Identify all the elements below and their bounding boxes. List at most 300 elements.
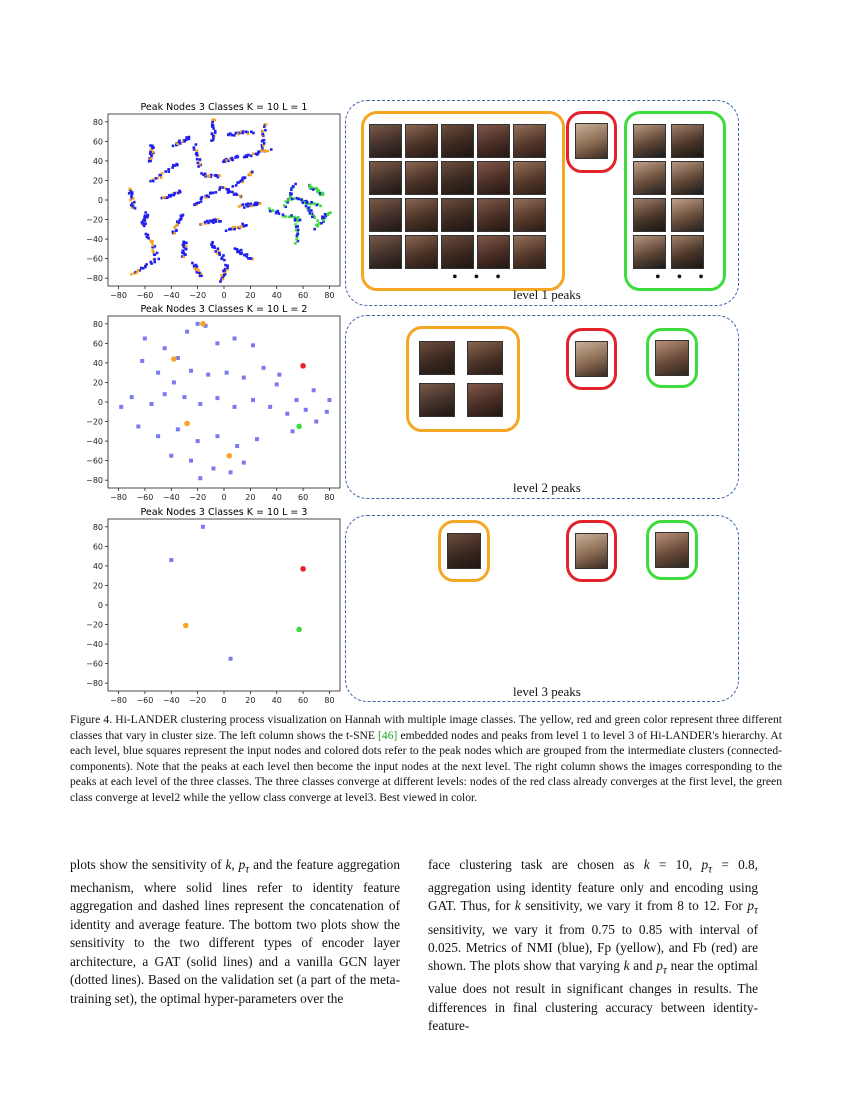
data-point	[178, 190, 181, 193]
input-node-square	[242, 376, 246, 380]
caption-text-1: Figure 4. Hi-LANDER clustering process visualization on Hannah with multiple image classes. The yellow, red and green color represent three different classes that vary in cluster size. The left column shows the t-SNE	[70, 713, 782, 742]
data-point	[196, 158, 199, 161]
input-node-square	[304, 408, 308, 412]
data-point	[199, 158, 202, 161]
data-point	[200, 223, 203, 226]
y-tick-label: 40	[92, 358, 103, 368]
x-tick-label: 0	[221, 291, 227, 300]
data-point	[204, 221, 207, 224]
data-point	[144, 211, 147, 214]
data-point	[185, 136, 188, 139]
face-thumbnail	[477, 235, 510, 269]
data-point	[207, 175, 210, 178]
input-node-square	[275, 382, 279, 386]
data-point	[319, 205, 322, 208]
data-point	[261, 130, 264, 133]
level3-peaks-panel	[345, 515, 739, 702]
face-thumbnail	[575, 123, 608, 159]
body-text: sensitivity, we vary it from 0.75 to 0.85 with interval of 0.025. Metrics of NMI (blue), Fp (yellow), and Fb (red) are shown. The plots show that varying	[428, 921, 758, 974]
y-tick-label: 40	[92, 561, 103, 571]
data-point	[149, 240, 152, 243]
panel-label: level 1 peaks	[513, 287, 581, 302]
data-point	[185, 245, 188, 248]
x-tick-label: 60	[297, 696, 309, 705]
yellow-peak-dot	[183, 623, 189, 629]
input-node-square	[285, 412, 289, 416]
data-point	[307, 207, 310, 210]
x-tick-label: 20	[245, 696, 256, 705]
red-cluster-group	[566, 328, 617, 390]
body-text: and the feature aggregation mechanism, where solid lines refer to identity feature aggregation and dashed lines represent the concatenation of identity and average feature. The bottom two plots show the sensitivity to the two different types of encoder layer architecture, a GAT (solid lines) and a vanilla GCN layer (dotted lines). Based on the validation set (a part of the meta-training set), the optimal hyper-parameters over the	[70, 857, 400, 1006]
scatter-plot-level2	[70, 302, 345, 502]
data-point	[241, 223, 244, 226]
face-thumbnail	[477, 198, 510, 232]
input-node-square	[211, 466, 215, 470]
face-thumbnail	[369, 124, 402, 158]
data-point	[211, 133, 214, 136]
input-node-square	[325, 410, 329, 414]
data-point	[231, 157, 234, 160]
input-node-square	[206, 373, 210, 377]
y-tick-label: 20	[92, 378, 103, 388]
input-node-square	[169, 454, 173, 458]
input-node-square	[163, 392, 167, 396]
data-point	[313, 228, 316, 231]
red-cluster-group	[566, 520, 617, 582]
data-point	[175, 163, 178, 166]
data-point	[171, 166, 174, 169]
face-thumbnail	[575, 341, 608, 377]
data-point	[235, 184, 238, 187]
input-node-square	[295, 398, 299, 402]
data-point	[148, 160, 151, 163]
face-thumbnail	[655, 532, 689, 568]
data-point	[155, 177, 158, 180]
body-text: and	[629, 958, 657, 974]
data-point	[173, 192, 176, 195]
y-tick-label: 60	[92, 542, 103, 552]
data-point	[180, 218, 183, 221]
x-tick-label: −40	[162, 696, 180, 705]
body-left-column	[70, 856, 400, 1008]
green-peak-dot	[296, 424, 302, 430]
math-k: k	[225, 857, 232, 872]
math-tau: τ	[662, 965, 667, 977]
data-point	[284, 215, 287, 218]
citation-link[interactable]: [46]	[378, 728, 398, 742]
data-point	[163, 196, 166, 199]
data-point	[287, 198, 290, 201]
yellow-peak-dot	[184, 421, 190, 427]
data-point	[191, 262, 194, 265]
data-point	[212, 221, 215, 224]
input-node-square	[150, 402, 154, 406]
face-thumbnail	[513, 198, 546, 232]
math-tau: τ	[245, 863, 250, 876]
data-point	[284, 200, 287, 203]
data-point	[297, 216, 300, 219]
data-point	[305, 205, 308, 208]
input-node-square	[235, 444, 239, 448]
data-point	[240, 249, 243, 252]
y-tick-label: −80	[86, 679, 103, 689]
math-p: p	[656, 958, 663, 974]
data-point	[209, 192, 212, 195]
plot-title: Peak Nodes 3 Classes K = 10 L = 1	[140, 102, 308, 113]
math-p: p	[747, 898, 755, 914]
data-point	[172, 164, 175, 167]
data-point	[290, 214, 293, 217]
data-point	[289, 192, 292, 195]
y-tick-label: 60	[92, 137, 103, 147]
x-tick-label: −60	[136, 493, 154, 502]
yellow-peak-dot	[171, 356, 177, 362]
data-point	[294, 223, 297, 226]
data-point	[261, 133, 264, 136]
data-point	[270, 148, 273, 151]
x-tick-label: 80	[324, 493, 335, 502]
y-tick-label: −20	[86, 620, 103, 630]
data-point	[232, 185, 235, 188]
green-cluster-group	[624, 111, 726, 291]
data-point	[214, 130, 217, 133]
data-point	[144, 222, 147, 225]
input-node-square	[136, 424, 140, 428]
y-tick-label: 0	[97, 196, 103, 205]
plot-axes-frame	[108, 519, 340, 691]
green-peak-dot	[296, 627, 302, 633]
face-thumbnail	[513, 235, 546, 269]
input-node-square	[196, 322, 200, 326]
data-point	[144, 219, 147, 222]
data-point	[309, 212, 312, 215]
data-point	[294, 183, 297, 186]
data-point	[188, 136, 191, 139]
y-tick-label: 40	[92, 156, 103, 166]
input-node-square	[268, 405, 272, 409]
data-point	[249, 174, 252, 177]
x-tick-label: −40	[162, 291, 180, 300]
face-thumbnail	[419, 341, 455, 375]
ellipsis-yellow: • • •	[452, 269, 507, 286]
face-thumbnail	[513, 161, 546, 195]
y-tick-label: 0	[97, 601, 103, 610]
data-point	[288, 216, 291, 219]
input-node-square	[185, 330, 189, 334]
data-point	[236, 193, 239, 196]
data-point	[311, 216, 314, 219]
data-point	[206, 194, 209, 197]
face-thumbnail	[671, 161, 704, 195]
data-point	[282, 213, 285, 216]
x-tick-label: 40	[271, 696, 282, 705]
data-point	[195, 143, 198, 146]
x-tick-label: 80	[324, 291, 335, 300]
data-point	[225, 229, 228, 232]
data-point	[222, 254, 225, 257]
scatter-plot-level1	[70, 100, 345, 300]
data-point	[310, 201, 313, 204]
data-point	[220, 274, 223, 277]
data-point	[185, 248, 188, 251]
data-point	[150, 262, 153, 265]
input-node-square	[229, 657, 233, 661]
data-point	[283, 204, 286, 207]
caption-text-2: embedded nodes and peaks from level 1 to level 3 of Hi-LANDER's hierarchy. At each level, blue squares represent the input nodes and colored dots refer to the peak nodes which are grouped from the intermediate clusters (connected-components). Note that the peaks at each level then become the input nodes at the next level. The right column shows the images corresponding to the peaks at each level of the three classes. The three classes converge at different levels: nodes of the red class already converges at the first level, the green class converge at level2 while the yellow class converge at level3. Best viewed in color.	[70, 728, 782, 804]
data-point	[269, 210, 272, 213]
face-thumbnail	[405, 198, 438, 232]
green-cluster-group	[646, 328, 698, 388]
y-tick-label: 80	[92, 319, 103, 329]
data-point	[292, 185, 295, 188]
data-point	[214, 218, 217, 221]
data-point	[130, 195, 133, 198]
data-point	[217, 247, 220, 250]
data-point	[219, 186, 222, 189]
face-thumbnail	[633, 198, 666, 232]
face-thumbnail	[441, 235, 474, 269]
y-tick-label: −60	[86, 659, 103, 669]
x-tick-label: −20	[189, 493, 207, 502]
face-thumbnail	[477, 124, 510, 158]
data-point	[170, 194, 173, 197]
data-point	[300, 199, 303, 202]
data-point	[218, 174, 221, 177]
data-point	[225, 188, 228, 191]
data-point	[197, 162, 200, 165]
scatter-svg-level2	[70, 302, 345, 507]
data-point	[239, 195, 242, 198]
input-node-square	[176, 427, 180, 431]
data-point	[142, 222, 145, 225]
y-tick-label: −60	[86, 456, 103, 466]
face-thumbnail	[419, 383, 455, 417]
x-tick-label: 60	[297, 493, 309, 502]
y-tick-label: 0	[97, 398, 103, 407]
data-point	[272, 209, 275, 212]
data-point	[197, 201, 200, 204]
scatter-plot-level3	[70, 505, 345, 705]
data-point	[211, 241, 214, 244]
face-thumbnail	[671, 124, 704, 158]
input-node-square	[215, 341, 219, 345]
figure-caption	[70, 712, 782, 806]
input-node-square	[119, 405, 123, 409]
input-node-square	[327, 398, 331, 402]
data-point	[242, 130, 245, 133]
x-tick-label: −80	[110, 493, 127, 502]
face-thumbnail	[441, 161, 474, 195]
input-node-square	[198, 402, 202, 406]
input-node-square	[291, 429, 295, 433]
data-point	[200, 172, 203, 175]
data-point	[161, 172, 164, 175]
input-node-square	[314, 420, 318, 424]
x-tick-label: −20	[189, 291, 207, 300]
input-node-square	[169, 558, 173, 562]
data-point	[153, 258, 156, 261]
data-point	[233, 193, 236, 196]
data-point	[153, 261, 156, 264]
data-point	[164, 170, 167, 173]
data-point	[212, 124, 215, 127]
data-point	[230, 134, 233, 137]
input-node-square	[229, 470, 233, 474]
face-thumbnail	[655, 340, 689, 376]
data-point	[166, 196, 169, 199]
data-point	[294, 219, 297, 222]
input-node-square	[156, 371, 160, 375]
data-point	[296, 232, 299, 235]
x-tick-label: 60	[297, 291, 309, 300]
y-tick-label: −80	[86, 274, 103, 284]
data-point	[196, 149, 199, 152]
input-node-square	[312, 388, 316, 392]
data-point	[275, 212, 278, 215]
x-tick-label: −60	[136, 291, 154, 300]
data-point	[310, 209, 313, 212]
data-point	[182, 214, 185, 217]
input-node-square	[215, 396, 219, 400]
data-point	[182, 241, 185, 244]
face-thumbnail	[405, 124, 438, 158]
data-point	[295, 226, 298, 229]
data-point	[150, 155, 153, 158]
data-point	[236, 155, 239, 158]
input-node-square	[189, 369, 193, 373]
data-point	[227, 191, 230, 194]
input-node-square	[196, 439, 200, 443]
data-point	[149, 151, 152, 154]
data-point	[214, 250, 217, 253]
data-point	[241, 203, 244, 206]
face-thumbnail	[441, 124, 474, 158]
x-tick-label: −60	[136, 696, 154, 705]
data-point	[267, 150, 270, 153]
y-tick-label: 60	[92, 339, 103, 349]
data-point	[256, 203, 259, 206]
y-tick-label: 20	[92, 581, 103, 591]
input-node-square	[201, 525, 205, 529]
data-point	[175, 229, 178, 232]
y-tick-label: −20	[86, 417, 103, 427]
level1-peaks-panel	[345, 100, 739, 306]
input-node-square	[140, 359, 144, 363]
y-tick-label: 80	[92, 522, 103, 532]
data-point	[301, 201, 304, 204]
body-text: ,	[231, 857, 239, 872]
data-point	[145, 263, 148, 266]
level2-peaks-panel	[345, 315, 739, 499]
input-node-square	[242, 461, 246, 465]
face-thumbnail	[633, 124, 666, 158]
y-tick-label: −20	[86, 215, 103, 225]
y-tick-label: −40	[86, 640, 103, 650]
data-point	[245, 224, 248, 227]
data-point	[316, 190, 319, 193]
y-tick-label: −80	[86, 476, 103, 486]
data-point	[167, 168, 170, 171]
data-point	[130, 273, 133, 276]
data-point	[156, 252, 159, 255]
math-tau: τ	[754, 905, 758, 918]
x-tick-label: −40	[162, 493, 180, 502]
data-point	[259, 202, 262, 205]
plot-title: Peak Nodes 3 Classes K = 10 L = 2	[140, 304, 308, 315]
data-point	[247, 202, 250, 205]
data-point	[243, 254, 246, 257]
x-tick-label: −80	[110, 696, 127, 705]
x-tick-label: −20	[189, 696, 207, 705]
data-point	[250, 202, 253, 205]
y-tick-label: 20	[92, 176, 103, 186]
yellow-cluster-group	[406, 326, 520, 432]
x-tick-label: 0	[221, 696, 227, 705]
data-point	[247, 154, 250, 157]
data-point	[195, 264, 198, 267]
data-point	[260, 150, 263, 153]
body-text: face clustering task are chosen as	[428, 857, 644, 872]
input-node-square	[215, 434, 219, 438]
y-tick-label: −60	[86, 254, 103, 264]
x-tick-label: 40	[271, 493, 282, 502]
data-point	[246, 253, 249, 256]
face-thumbnail	[633, 161, 666, 195]
data-point	[214, 174, 217, 177]
math-k: k	[623, 958, 630, 974]
math-p: p	[701, 857, 709, 872]
input-node-square	[255, 437, 259, 441]
face-thumbnail	[467, 383, 503, 417]
panel-label: level 2 peaks	[513, 480, 581, 495]
math-k: k	[514, 898, 521, 914]
data-point	[315, 223, 318, 226]
data-point	[263, 139, 266, 142]
x-tick-label: 0	[221, 493, 227, 502]
data-point	[251, 171, 254, 174]
data-point	[128, 188, 131, 191]
data-point	[309, 184, 312, 187]
data-point	[149, 157, 152, 160]
data-point	[178, 139, 181, 142]
red-peak-dot	[300, 363, 306, 369]
data-point	[252, 132, 255, 135]
x-tick-label: 20	[245, 493, 256, 502]
data-point	[193, 146, 196, 149]
data-point	[137, 269, 140, 272]
math-k: k	[643, 857, 650, 872]
math-tau: τ	[708, 863, 713, 876]
face-thumbnail	[447, 533, 481, 569]
data-point	[211, 118, 214, 121]
input-node-square	[163, 346, 167, 350]
data-point	[293, 216, 296, 219]
face-thumbnail	[477, 161, 510, 195]
input-node-square	[233, 336, 237, 340]
yellow-cluster-group	[438, 520, 490, 582]
input-node-square	[182, 395, 186, 399]
data-point	[295, 238, 298, 241]
data-point	[224, 264, 227, 267]
data-point	[265, 123, 268, 126]
green-cluster-group	[646, 520, 698, 580]
data-point	[151, 151, 154, 154]
data-point	[152, 244, 155, 247]
data-point	[212, 192, 215, 195]
data-point	[257, 152, 260, 155]
data-point	[316, 187, 319, 190]
input-node-square	[156, 434, 160, 438]
